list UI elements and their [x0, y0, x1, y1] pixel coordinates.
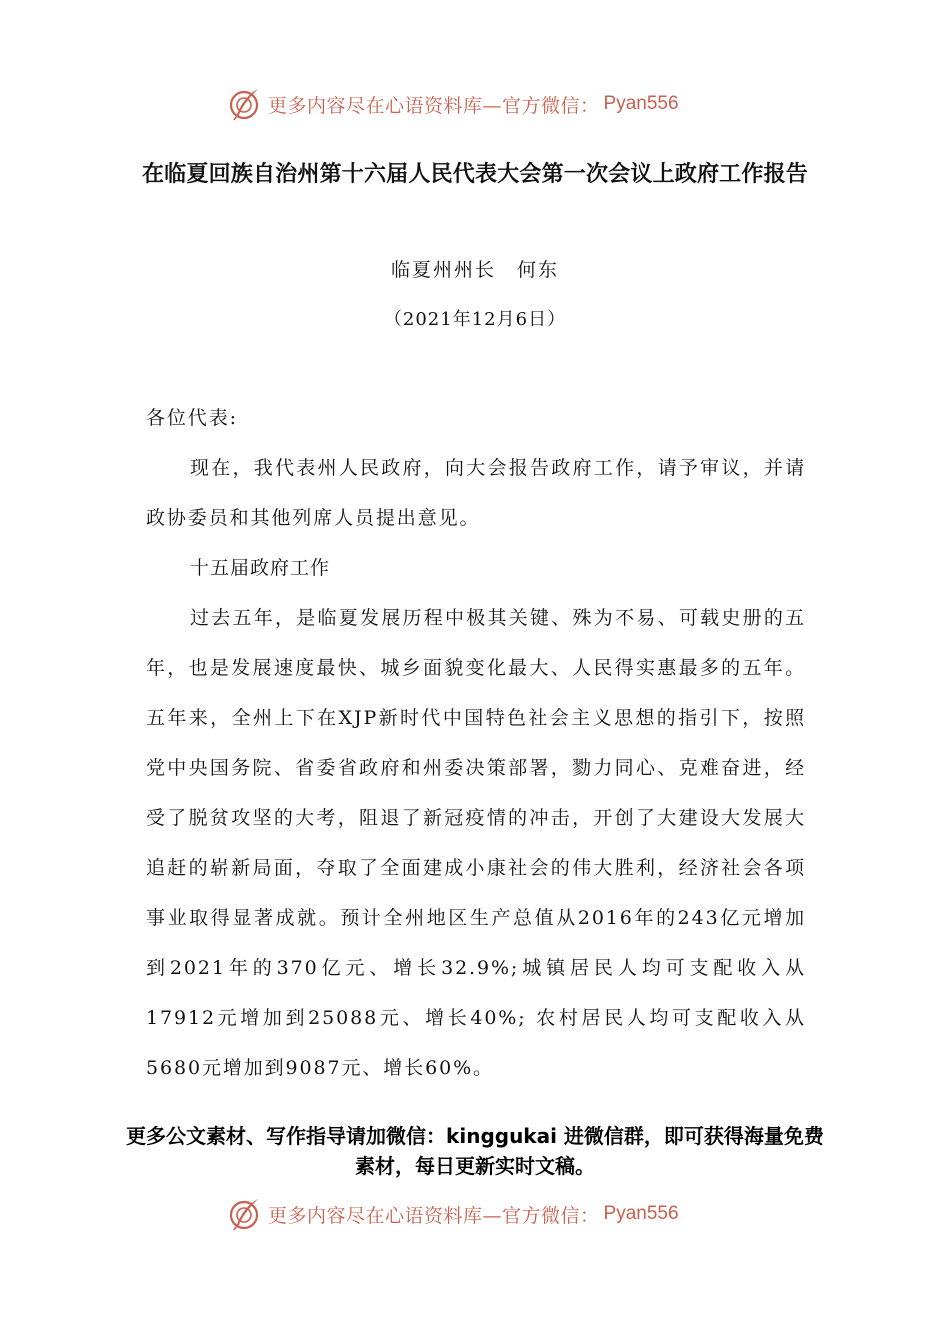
- promo-text: 更多公文素材、写作指导请加微信：kinggukai 进微信群，即可获得海量免费素材，每日更新实时文稿。: [126, 1124, 824, 1178]
- quill-logo-icon: [228, 1197, 262, 1231]
- watermark-header: [228, 84, 748, 124]
- opening-paragraph: 现在，我代表州人民政府，向大会报告政府工作，请予审议，并请政协委员和其他列席人员提出意见。: [146, 457, 806, 529]
- quill-logo-icon: [228, 87, 262, 121]
- document-title: 在临夏回族自治州第十六届人民代表大会第一次会议上政府工作报告: [141, 162, 808, 187]
- salutation: 各位代表:: [146, 407, 238, 429]
- section-paragraph: 过去五年，是临夏发展历程中极其关键、殊为不易、可载史册的五年，也是发展速度最快、城乡面貌变化最大、人民得实惠最多的五年。五年来，全州上下在XJP新时代中国特色社会主义思想的指引下，按照党中央国务院、省委省政府和州委决策部署，勠力同心、克难奋进，经受了脱贫攻坚的大考，阻退了新冠疫情的冲击，开创了大建设大发展大追赶的崭新局面，夺取了全面建成小康社会的伟大胜利，经济社会各项事业取得显著成就。预计全州地区生产总值从2016年的243亿元增加到2021年的370亿元、增长32.9%;城镇居民人均可支配收入从17912元增加到25088元、增长40%; 农村居民人均可支配收入从5680元增加到9087元、增长60%。: [146, 607, 806, 1079]
- watermark-wechat-id: Pyan556: [603, 93, 679, 114]
- section-heading: 十五届政府工作: [190, 557, 331, 579]
- watermark-wechat-id: Pyan556: [603, 1203, 679, 1224]
- watermark-text: 更多内容尽在心语资料库—官方微信：: [268, 1204, 600, 1227]
- document-author: 临夏州州长 何东: [390, 259, 559, 281]
- watermark-text: 更多内容尽在心语资料库—官方微信：: [268, 94, 600, 117]
- watermark-footer: [228, 1194, 748, 1234]
- document-date: （2021年12月6日）: [383, 309, 567, 330]
